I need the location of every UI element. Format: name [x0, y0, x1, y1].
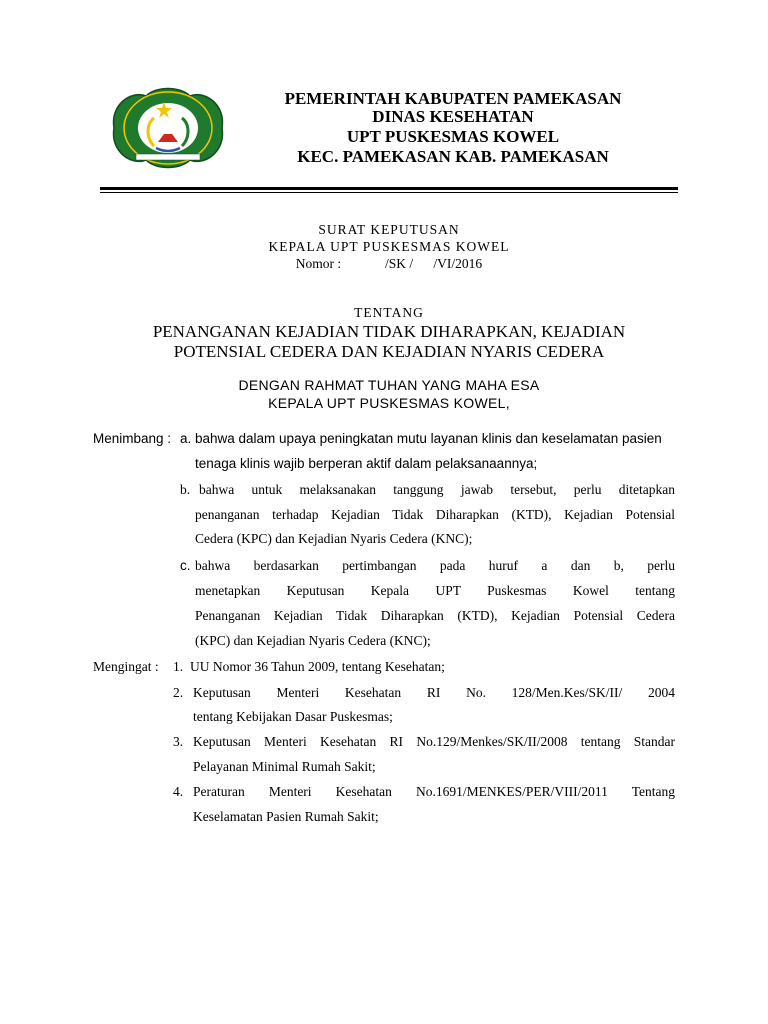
menimbang-a-marker: a. — [180, 431, 192, 446]
kop-dinas: DINAS KESEHATAN — [372, 107, 534, 126]
mengingat-3-marker: 3. — [173, 734, 184, 749]
menimbang-a-line1: bahwa dalam upaya peningkatan mutu layanan klinis dan keselamatan pasien — [195, 431, 662, 446]
menimbang-c-line1: bahwa berdasarkan pertimbangan pada huruf a dan b, perlu — [195, 558, 675, 573]
letterhead-rule-thin — [100, 192, 678, 193]
mengingat-1-marker: 1. — [173, 659, 184, 674]
motto-ribbon — [136, 154, 200, 160]
mengingat-3-line2: Pelayanan Minimal Rumah Sakit; — [193, 759, 376, 774]
kop-kecamatan: KEC. PAMEKASAN KAB. PAMEKASAN — [297, 147, 609, 166]
mengingat-2-marker: 2. — [173, 685, 184, 700]
emblem-graphic — [106, 82, 230, 174]
doc-title-kepala: KEPALA UPT PUSKESMAS KOWEL — [268, 239, 510, 254]
mengingat-4-line2: Keselamatan Pasien Rumah Sakit; — [193, 809, 379, 824]
mengingat-2-line2: tentang Kebijakan Dasar Puskesmas; — [193, 709, 393, 724]
letterhead-rule-thick — [100, 187, 678, 190]
doc-kepala-signatory: KEPALA UPT PUSKESMAS KOWEL, — [268, 395, 510, 411]
menimbang-b-line2: penanganan terhadap Kejadian Tidak Diharapkan (KTD), Kejadian Potensial — [195, 507, 675, 522]
doc-subject-line2: POTENSIAL CEDERA DAN KEJADIAN NYARIS CEDERA — [173, 342, 605, 361]
kabupaten-logo — [106, 82, 230, 174]
menimbang-b-line3: Cedera (KPC) dan Kejadian Nyaris Cedera (KNC); — [195, 531, 473, 546]
kop-puskesmas: UPT PUSKESMAS KOWEL — [346, 127, 560, 146]
doc-tentang: TENTANG — [354, 305, 424, 320]
mengingat-4-line1: Peraturan Menteri Kesehatan No.1691/MENKES/PER/VIII/2011 Tentang — [193, 784, 675, 799]
mengingat-label: Mengingat : — [93, 659, 159, 674]
mengingat-4-marker: 4. — [173, 784, 184, 799]
menimbang-c-marker: c. — [180, 558, 191, 573]
doc-title-sk: SURAT KEPUTUSAN — [318, 222, 460, 237]
mengingat-2-line1: Keputusan Menteri Kesehatan RI No. 128/Men.Kes/SK/II/ 2004 — [193, 685, 675, 700]
menimbang-b-line1: bahwa untuk melaksanakan tanggung jawab tersebut, perlu ditetapkan — [199, 482, 675, 497]
mengingat-1-line1: UU Nomor 36 Tahun 2009, tentang Kesehatan; — [190, 659, 445, 674]
doc-rahmat: DENGAN RAHMAT TUHAN YANG MAHA ESA — [238, 377, 540, 393]
menimbang-label: Menimbang : — [93, 431, 172, 446]
menimbang-c-line4: (KPC) dan Kejadian Nyaris Cedera (KNC); — [195, 633, 431, 648]
doc-subject-line1: PENANGANAN KEJADIAN TIDAK DIHARAPKAN, KEJADIAN — [152, 322, 626, 341]
kop-pemerintah: PEMERINTAH KABUPATEN PAMEKASAN — [284, 89, 622, 108]
doc-number: Nomor : /SK / /VI/2016 — [295, 256, 483, 271]
menimbang-a-line2: tenaga klinis wajib berperan aktif dalam pelaksanaannya; — [195, 456, 538, 471]
menimbang-c-line2: menetapkan Keputusan Kepala UPT Puskesmas Kowel tentang — [195, 583, 675, 598]
menimbang-c-line3: Penanganan Kejadian Tidak Diharapkan (KTD), Kejadian Potensial Cedera — [195, 608, 675, 623]
mengingat-3-line1: Keputusan Menteri Kesehatan RI No.129/Menkes/SK/II/2008 tentang Standar — [193, 734, 675, 749]
menimbang-b-marker: b. — [180, 482, 191, 497]
